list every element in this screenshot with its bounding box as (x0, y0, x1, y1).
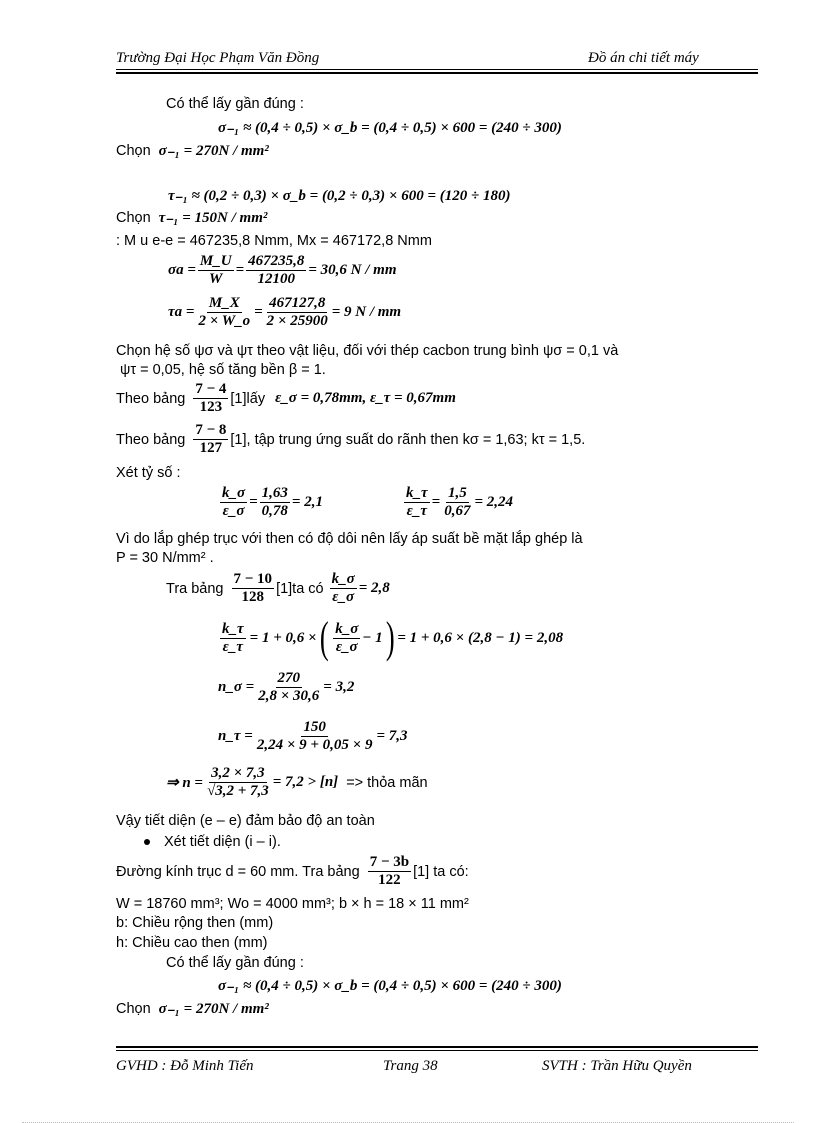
vay-conclusion: Vậy tiết diện (e – e) đảm bảo độ an toàn (116, 813, 375, 829)
w-values: W = 18760 mm³; Wo = 4000 mm³; b × h = 18 × 11 mm² (116, 896, 469, 912)
table-ref (193, 422, 228, 457)
equals: = (235, 262, 245, 278)
theo-bang-label: Theo bảng (116, 431, 186, 448)
header-school: Trường Đại Học Phạm Văn Đồng (116, 50, 320, 66)
denominator: 0,78 (261, 503, 288, 519)
equals: = (431, 494, 441, 510)
duong-kinh-text: Đường kính trục d = 60 mm. Tra bảng (116, 863, 360, 880)
k-tau-mid: = 1 + 0,6 × (249, 629, 317, 646)
fraction (404, 485, 430, 520)
chon-sigma-row-2 (116, 999, 269, 1018)
n-sigma-lhs: n_σ = (218, 679, 255, 695)
denominator: ε_σ (335, 638, 358, 655)
theo-bang-2 (116, 422, 585, 457)
equals: = (254, 304, 263, 320)
n-sigma-result: = 3,2 (323, 679, 355, 695)
tra-bang-label: Tra bảng (166, 580, 224, 597)
numerator: 3,2 × 7,3 (211, 765, 265, 781)
duong-kinh-row (116, 854, 469, 889)
header-rule (116, 69, 758, 70)
denominator: ε_σ (222, 503, 245, 519)
numerator: 467235,8 (248, 253, 305, 269)
denominator: 2,8 × 30,6 (258, 688, 320, 704)
sigma-a-result: = 30,6 N / mm (308, 262, 397, 278)
denominator: 127 (199, 440, 223, 456)
formula-tau-approx: τ₋₁ ≈ (0,2 ÷ 0,3) × σ_b = (0,2 ÷ 0,3) × 600 = (120 ÷ 180) (168, 188, 511, 204)
chon-tau-row (116, 208, 267, 227)
n-tau-result: = 7,3 (376, 728, 408, 744)
paren-left: ( (319, 613, 329, 662)
numerator: k_τ (222, 620, 244, 637)
numerator: 150 (303, 719, 326, 735)
tau-a-result: = 9 N / mm (331, 304, 402, 320)
denominator: 0,67 (444, 503, 471, 519)
vi-do-line-2: P = 30 N/mm² . (116, 550, 214, 566)
formula-tau-a (168, 295, 401, 330)
header-rule-thick (116, 72, 758, 74)
tra-bang-row (166, 571, 390, 606)
footer-advisor: GVHD : Đỗ Minh Tiến (116, 1058, 254, 1074)
formula-sigma-a (168, 253, 397, 288)
formula-k-tau (218, 613, 564, 662)
table-ref-after: [1]lấy (230, 390, 266, 407)
fraction (330, 571, 357, 606)
denominator: ε_τ (406, 503, 427, 519)
formula-sigma-approx: σ₋₁ ≈ (0,4 ÷ 0,5) × σ_b = (0,4 ÷ 0,5) × 600 = (240 ÷ 300) (218, 120, 562, 136)
numerator: 467127,8 (269, 295, 326, 311)
bullet-item (144, 834, 281, 850)
denominator: ε_σ (332, 589, 355, 605)
theo-bang-1 (116, 381, 456, 416)
n-result: = 7,2 > [n] (272, 774, 339, 790)
numerator: 270 (277, 670, 301, 686)
formula-sigma-chon-2: σ₋₁ = 270N / mm² (158, 1001, 269, 1017)
text-approx: Có thể lấy gần đúng : (166, 96, 304, 112)
tra-result: = 2,8 (358, 580, 390, 596)
table-ref-after: [1]ta có (276, 580, 324, 597)
bullet-text: Xét tiết diện (i – i). (164, 834, 281, 850)
numerator: k_σ (335, 620, 359, 637)
fraction (205, 765, 271, 800)
vi-do-line-1: Vì do lắp ghép trục với then có độ dôi nên lấy áp suất bề mặt lắp ghép là (116, 531, 583, 547)
k-tau-result: = 1 + 0,6 × (2,8 − 1) = 2,08 (397, 629, 564, 646)
tau-a-lhs: τa = (168, 304, 195, 320)
paren-right: ) (385, 613, 395, 662)
denominator: 2,24 × 9 + 0,05 × 9 (256, 737, 373, 753)
fraction (255, 719, 375, 754)
b-definition: b: Chiều rộng then (mm) (116, 915, 274, 931)
footer-page-number: Trang 38 (383, 1058, 438, 1074)
bullet-icon (144, 839, 150, 845)
numerator: k_σ (222, 485, 246, 501)
numerator: 7 − 3b (369, 854, 410, 870)
table-ref (193, 381, 228, 416)
denominator: ε_τ (222, 638, 243, 655)
table-ref (232, 571, 275, 606)
table-ref-after: [1], tập trung ứng suất do rãnh then kσ = 1,63; kτ = 1,5. (230, 431, 586, 448)
fraction (220, 485, 247, 520)
psi-line-2: ψτ = 0,05, hệ số tăng bền β = 1. (120, 362, 326, 378)
numerator: 1,5 (447, 485, 467, 501)
denominator: 128 (241, 589, 265, 605)
numerator: 7 − 8 (195, 422, 227, 438)
xet-ty-so: Xét tỷ số : (116, 465, 181, 481)
footer-rule (116, 1050, 758, 1051)
ratio-tau (402, 485, 513, 520)
text-approx-2: Có thể lấy gần đúng : (166, 955, 304, 971)
fraction (196, 295, 252, 330)
table-ref (368, 854, 411, 889)
numerator: M_X (208, 295, 240, 311)
fraction (198, 253, 234, 288)
numerator: k_σ (331, 571, 355, 587)
equals: = (249, 494, 258, 510)
n-tau-lhs: n_τ = (218, 728, 253, 744)
psi-line-1: Chọn hệ số ψσ và ψτ theo vật liệu, đối với thép cacbon trung bình ψσ = 0,1 và (116, 343, 619, 359)
chon-label: Chọn (116, 142, 151, 159)
formula-sigma-chon: σ₋₁ = 270N / mm² (158, 143, 269, 159)
ratio-sigma (218, 485, 323, 520)
footer-student: SVTH : Trần Hữu Quyền (542, 1058, 692, 1074)
footer-rule-thick (116, 1046, 758, 1048)
numerator: k_τ (406, 485, 428, 501)
formula-tau-chon: τ₋₁ = 150N / mm² (158, 210, 268, 226)
numerator: 1,63 (261, 485, 288, 501)
fraction (260, 485, 290, 520)
h-definition: h: Chiều cao then (mm) (116, 935, 268, 951)
numerator: 7 − 4 (195, 381, 227, 397)
formula-n-total (166, 765, 428, 800)
theo-bang-label: Theo bảng (116, 390, 186, 407)
ratio-sigma-result: = 2,1 (291, 494, 323, 510)
denominator: 12100 (257, 271, 295, 287)
n-conclusion: => thỏa mãn (346, 774, 428, 791)
formula-sigma-approx-2: σ₋₁ ≈ (0,4 ÷ 0,5) × σ_b = (0,4 ÷ 0,5) × 600 = (240 ÷ 300) (218, 978, 562, 994)
epsilon-values: ε_σ = 0,78mm, ε_τ = 0,67mm (275, 390, 456, 406)
sigma-a-lhs: σa = (168, 262, 196, 278)
formula-n-tau (218, 719, 408, 754)
ratio-tau-result: = 2,24 (474, 494, 514, 510)
fraction (333, 621, 360, 656)
denominator: 123 (199, 399, 223, 415)
denominator: W (209, 271, 223, 287)
numerator: M_U (199, 253, 232, 269)
fraction (256, 670, 321, 705)
header-title: Đồ án chi tiết máy (588, 50, 699, 66)
chon-label: Chọn (116, 1000, 151, 1017)
moment-values: : M u e-e = 467235,8 Nmm, Mx = 467172,8 Nmm (116, 233, 432, 249)
chon-label: Chọn (116, 209, 151, 226)
fraction (220, 621, 246, 656)
chon-sigma-row (116, 141, 269, 160)
n-lhs: ⇒ n = (166, 775, 203, 791)
fraction (246, 253, 306, 288)
formula-n-sigma (218, 670, 354, 705)
table-ref-after: [1] ta có: (413, 863, 469, 880)
fraction (265, 295, 330, 330)
numerator: 7 − 10 (233, 571, 273, 587)
denominator: 122 (378, 872, 401, 888)
fraction (442, 485, 472, 520)
denominator: √3,2 + 7,3 (206, 783, 269, 799)
denominator: 2 × W_o (198, 313, 251, 329)
denominator: 2 × 25900 (266, 313, 328, 329)
minus-one: − 1 (362, 629, 383, 646)
